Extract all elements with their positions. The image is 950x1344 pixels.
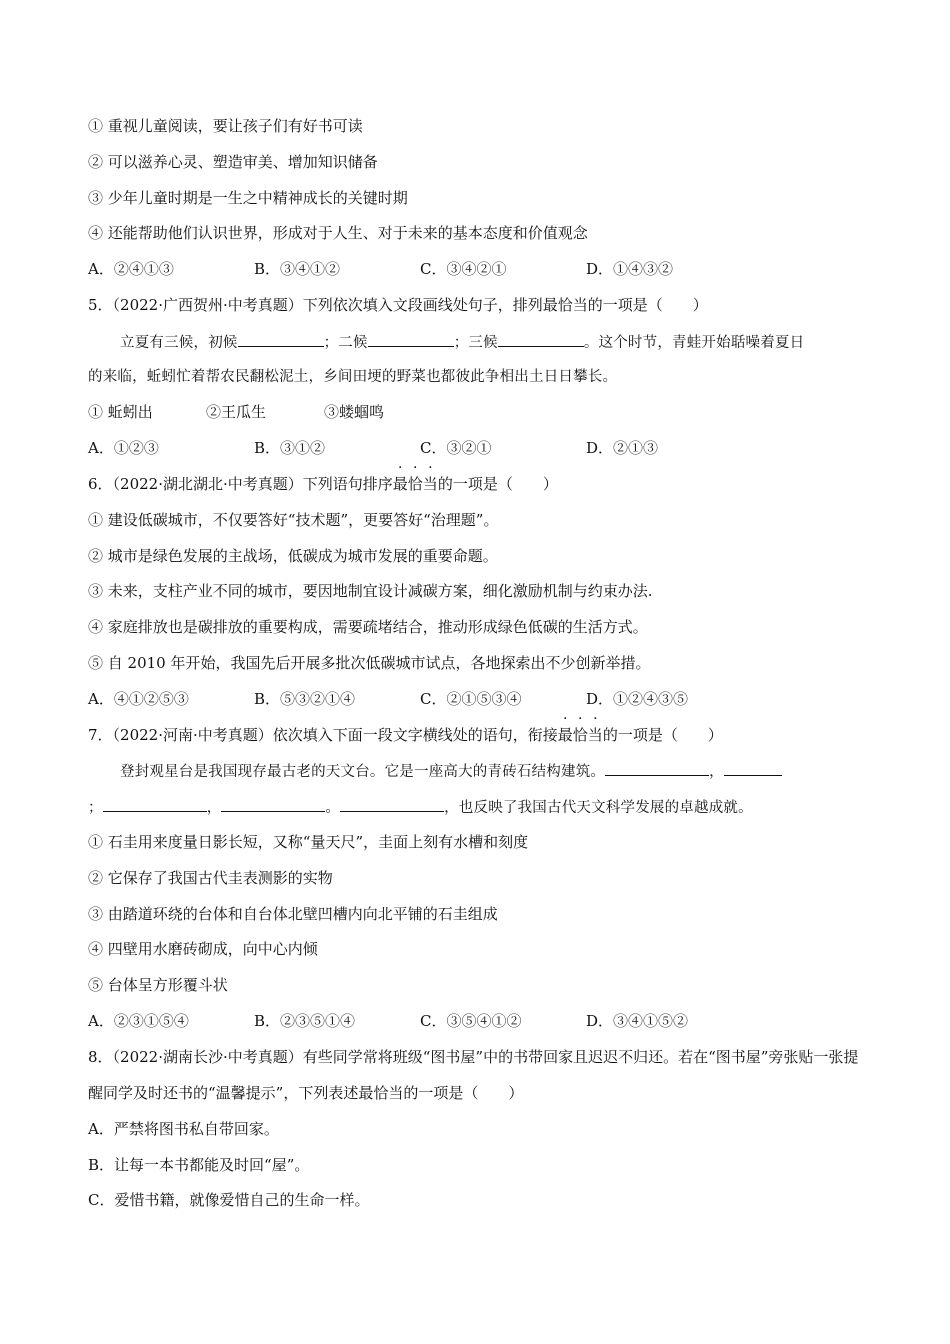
q5-passage-line-2: 的来临，蚯蚓忙着帮农民翻松泥土，乡间田埂的野菜也都彼此争相出土日日攀长。: [88, 368, 618, 385]
q8-option-c[interactable]: C．爱惜书籍，就像爱惜自己的生命一样。: [88, 1191, 370, 1210]
q4-item-4: ④ 还能帮助他们认识世界，形成对于人生、对于未来的基本态度和价值观念: [88, 224, 588, 243]
q5-blank-2[interactable]: [368, 331, 454, 347]
q7-blank-3[interactable]: [221, 796, 325, 812]
q4-option-d[interactable]: D．①④③②: [586, 260, 674, 279]
q4-item-1: ① 重视儿童阅读，要让孩子们有好书可读: [88, 117, 363, 135]
q7-blank-1[interactable]: [605, 760, 709, 776]
q5-item-1: ① 蚯蚓出: [88, 403, 153, 422]
emphasis-dot-char: 恰: [572, 725, 588, 744]
q5-items: [88, 402, 860, 422]
q7-option-d[interactable]: D．③④①⑤②: [586, 1011, 689, 1030]
q6-option-c[interactable]: C．②①⑤③④: [420, 689, 522, 708]
q7-option-b[interactable]: B．②③⑤①④: [254, 1011, 356, 1030]
q5-stem: 5．（2022·广西贺州·中考真题）下列依次填入文段画线处句子，排列最恰当的一项是（ ）: [88, 295, 708, 314]
q8-option-b[interactable]: B．让每一本书都能及时回“屋”。: [88, 1155, 310, 1174]
q5-blank-3[interactable]: [498, 331, 584, 347]
q4-option-c[interactable]: C．③④②①: [420, 260, 507, 279]
emphasis-dot-char: 当: [422, 474, 438, 493]
emphasis-dot-char: 当: [587, 725, 603, 744]
q6-option-b[interactable]: B．⑤③②①④: [254, 689, 356, 708]
q7-stem: 7．（2022·河南·中考真题）依次填入下面一段文字横线处的语句，衔接最恰当的一项是（ ）: [88, 725, 723, 744]
q7-blank-2b[interactable]: [103, 796, 207, 812]
q7-blank-4[interactable]: [340, 796, 444, 812]
q5-passage-line-1: 立夏有三候，初候 ；二候 ；三候 。这个时节，青蛙开始聒噪着夏日: [88, 331, 860, 351]
q4-options: [88, 259, 860, 279]
q7-item-4: ④ 四壁用水磨砖砌成，向中心内倾: [88, 940, 318, 959]
q7-options: [88, 1011, 860, 1031]
q5-option-b[interactable]: B．③①②: [254, 439, 326, 458]
q6-item-4: ④ 家庭排放也是碳排放的重要构成，需要疏堵结合，推动形成绿色低碳的生活方式。: [88, 618, 648, 637]
q7-passage-line-2: ； ， 。 ，也反映了我国古代天文科学发展的卓越成就。: [88, 796, 860, 816]
q4-option-b[interactable]: B．③④①②: [254, 260, 341, 279]
q7-option-a[interactable]: A．②③①⑤④: [88, 1011, 189, 1030]
q4-item-3: ③ 少年儿童时期是一生之中精神成长的关键时期: [88, 188, 408, 207]
q4-item-2: ② 可以滋养心灵、塑造审美、增加知识储备: [88, 152, 378, 171]
q6-item-5: ⑤ 自 2010 年开始，我国先后开展多批次低碳城市试点，各地探索出不少创新举措。: [88, 653, 651, 672]
q6-option-a[interactable]: A．④①②⑤③: [88, 689, 189, 708]
q7-option-c[interactable]: C．③⑤④①②: [420, 1011, 522, 1030]
emphasis-dot-char: 恰: [407, 474, 423, 493]
q6-option-d[interactable]: D．①②④③⑤: [586, 689, 689, 708]
q8-option-a[interactable]: A．严禁将图书私自带回家。: [88, 1119, 279, 1138]
q5-item-2: ②王瓜生: [206, 403, 267, 422]
q7-item-5: ⑤ 台体呈方形覆斗状: [88, 976, 228, 995]
q7-passage-line-1: 登封观星台是我国现存最古老的天文台。它是一座高大的青砖石结构建筑。 ，: [88, 760, 860, 780]
q6-options: [88, 689, 860, 709]
q7-item-2: ② 它保存了我国古代圭表测影的实物: [88, 868, 333, 887]
q7-item-1: ① 石圭用来度量日影长短，又称“量天尺”，圭面上刻有水槽和刻度: [88, 832, 529, 851]
emphasis-dot-char: 最: [557, 725, 573, 744]
q5-item-3: ③蝼蝈鸣: [324, 403, 385, 422]
q5-option-a[interactable]: A．①②③: [88, 439, 159, 458]
q6-item-2: ② 城市是绿色发展的主战场，低碳成为城市发展的重要命题。: [88, 546, 498, 565]
q6-item-1: ① 建设低碳城市，不仅要答好“技术题”，更要答好“治理题”。: [88, 510, 499, 529]
q7-item-3: ③ 由踏道环绕的台体和自台体北壁凹槽内向北平铺的石圭组成: [88, 904, 498, 923]
q6-stem: 6．（2022·湖北湖北·中考真题）下列语句排序最恰当的一项是（ ）: [88, 474, 558, 493]
q4-option-a[interactable]: A．②④①③: [88, 260, 174, 279]
q5-option-c[interactable]: C．③②①: [420, 439, 492, 458]
q6-item-3: ③ 未来，支柱产业不同的城市，要因地制宜设计减碳方案，细化激励机制与约束办法.: [88, 582, 653, 601]
q8-stem: 8．（2022·湖南长沙·中考真题）有些同学常将班级“图书屋”中的书带回家且迟迟不归还。若在“图书屋”旁张贴一张提醒同学及时还书的“温馨提示”，下列表述最恰当的一项是（ ）: [88, 1047, 859, 1102]
q5-options: [88, 438, 860, 458]
q7-blank-2a[interactable]: [724, 760, 782, 776]
q5-blank-1[interactable]: [238, 331, 324, 347]
emphasis-dot-char: 最: [392, 474, 408, 493]
q5-option-d[interactable]: D．②①③: [586, 439, 659, 458]
